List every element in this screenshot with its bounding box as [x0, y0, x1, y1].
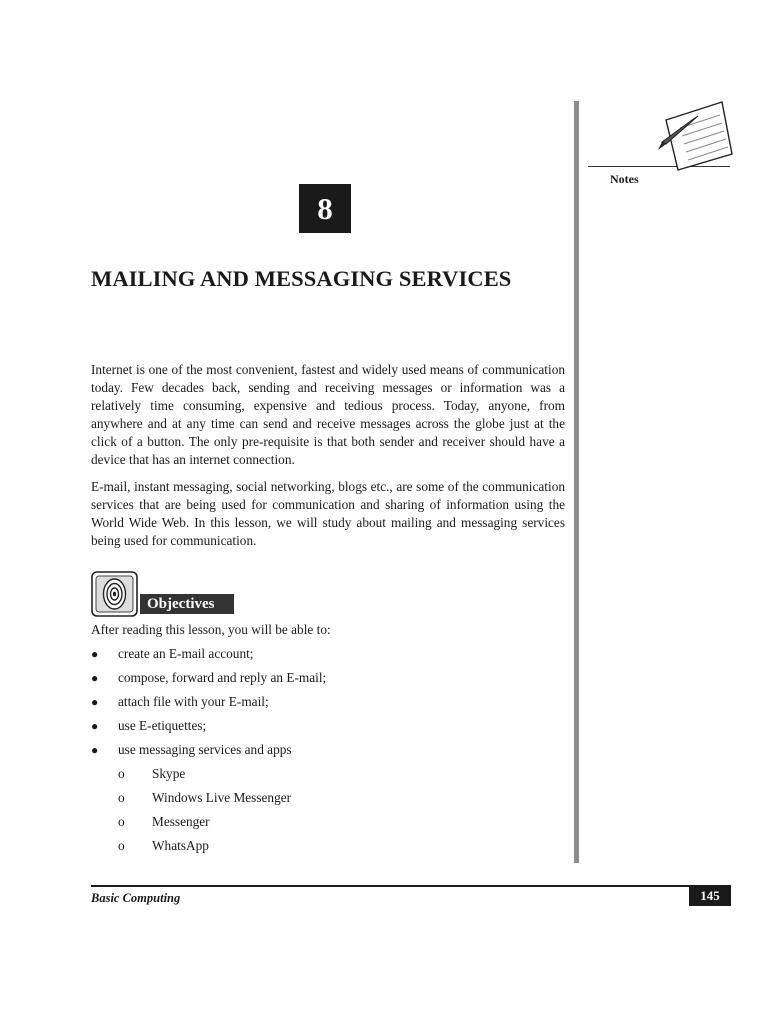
bullet-icon: ● [91, 743, 99, 757]
bullet-icon: ● [91, 719, 99, 733]
list-item: ● use messaging services and apps [91, 742, 292, 757]
list-item: ● use E-etiquettes; [91, 718, 207, 733]
objectives-intro: After reading this lesson, you will be able to: [91, 622, 331, 637]
bullet-icon: ● [91, 671, 99, 685]
objectives-heading: Objectives [140, 594, 234, 614]
chapter-title: MAILING AND MESSAGING SERVICES [91, 266, 512, 291]
sub-bullet-icon: o [118, 766, 125, 781]
sub-list-item: o Messenger [118, 814, 210, 829]
page-number: 145 [689, 886, 731, 906]
notes-label: Notes [610, 172, 639, 186]
sub-list-item: o WhatsApp [118, 838, 209, 853]
sub-list-item: o Skype [118, 766, 186, 781]
target-icon [91, 571, 138, 617]
list-item: ● attach file with your E-mail; [91, 694, 269, 709]
objectives-list [91, 645, 326, 861]
list-item: ● create an E-mail account; [91, 646, 254, 661]
intro-paragraph-2: E-mail, instant messaging, social networking, blogs etc., are some of the communication services that are being used for communication and sharing of information using the World Wide Web. In this lesson, we will study about mailing and messaging services being used for communication. [91, 479, 565, 548]
footer-rule [91, 885, 731, 887]
bullet-icon: ● [91, 695, 99, 709]
list-item: ● compose, forward and reply an E-mail; [91, 670, 327, 685]
book-title: Basic Computing [91, 891, 181, 905]
margin-divider [574, 101, 579, 863]
intro-paragraph-1: Internet is one of the most convenient, fastest and widely used means of communication today. Few decades back, sending and receiving messages or information was a relatively time consuming, expensive and tedious process. Today, anyone, from anywhere and at any time can send and receive messages across the globe just at the click of a button. The only pre-requisite is that both sender and receiver should have a device that has an internet connection. [91, 362, 565, 467]
sub-bullet-icon: o [118, 814, 125, 829]
chapter-number: 8 [299, 184, 351, 233]
bullet-icon: ● [91, 647, 99, 661]
sub-list-item: o Windows Live Messenger [118, 790, 292, 805]
sub-bullet-icon: o [118, 838, 125, 853]
sub-bullet-icon: o [118, 790, 125, 805]
notepad-pencil-icon [652, 98, 736, 174]
